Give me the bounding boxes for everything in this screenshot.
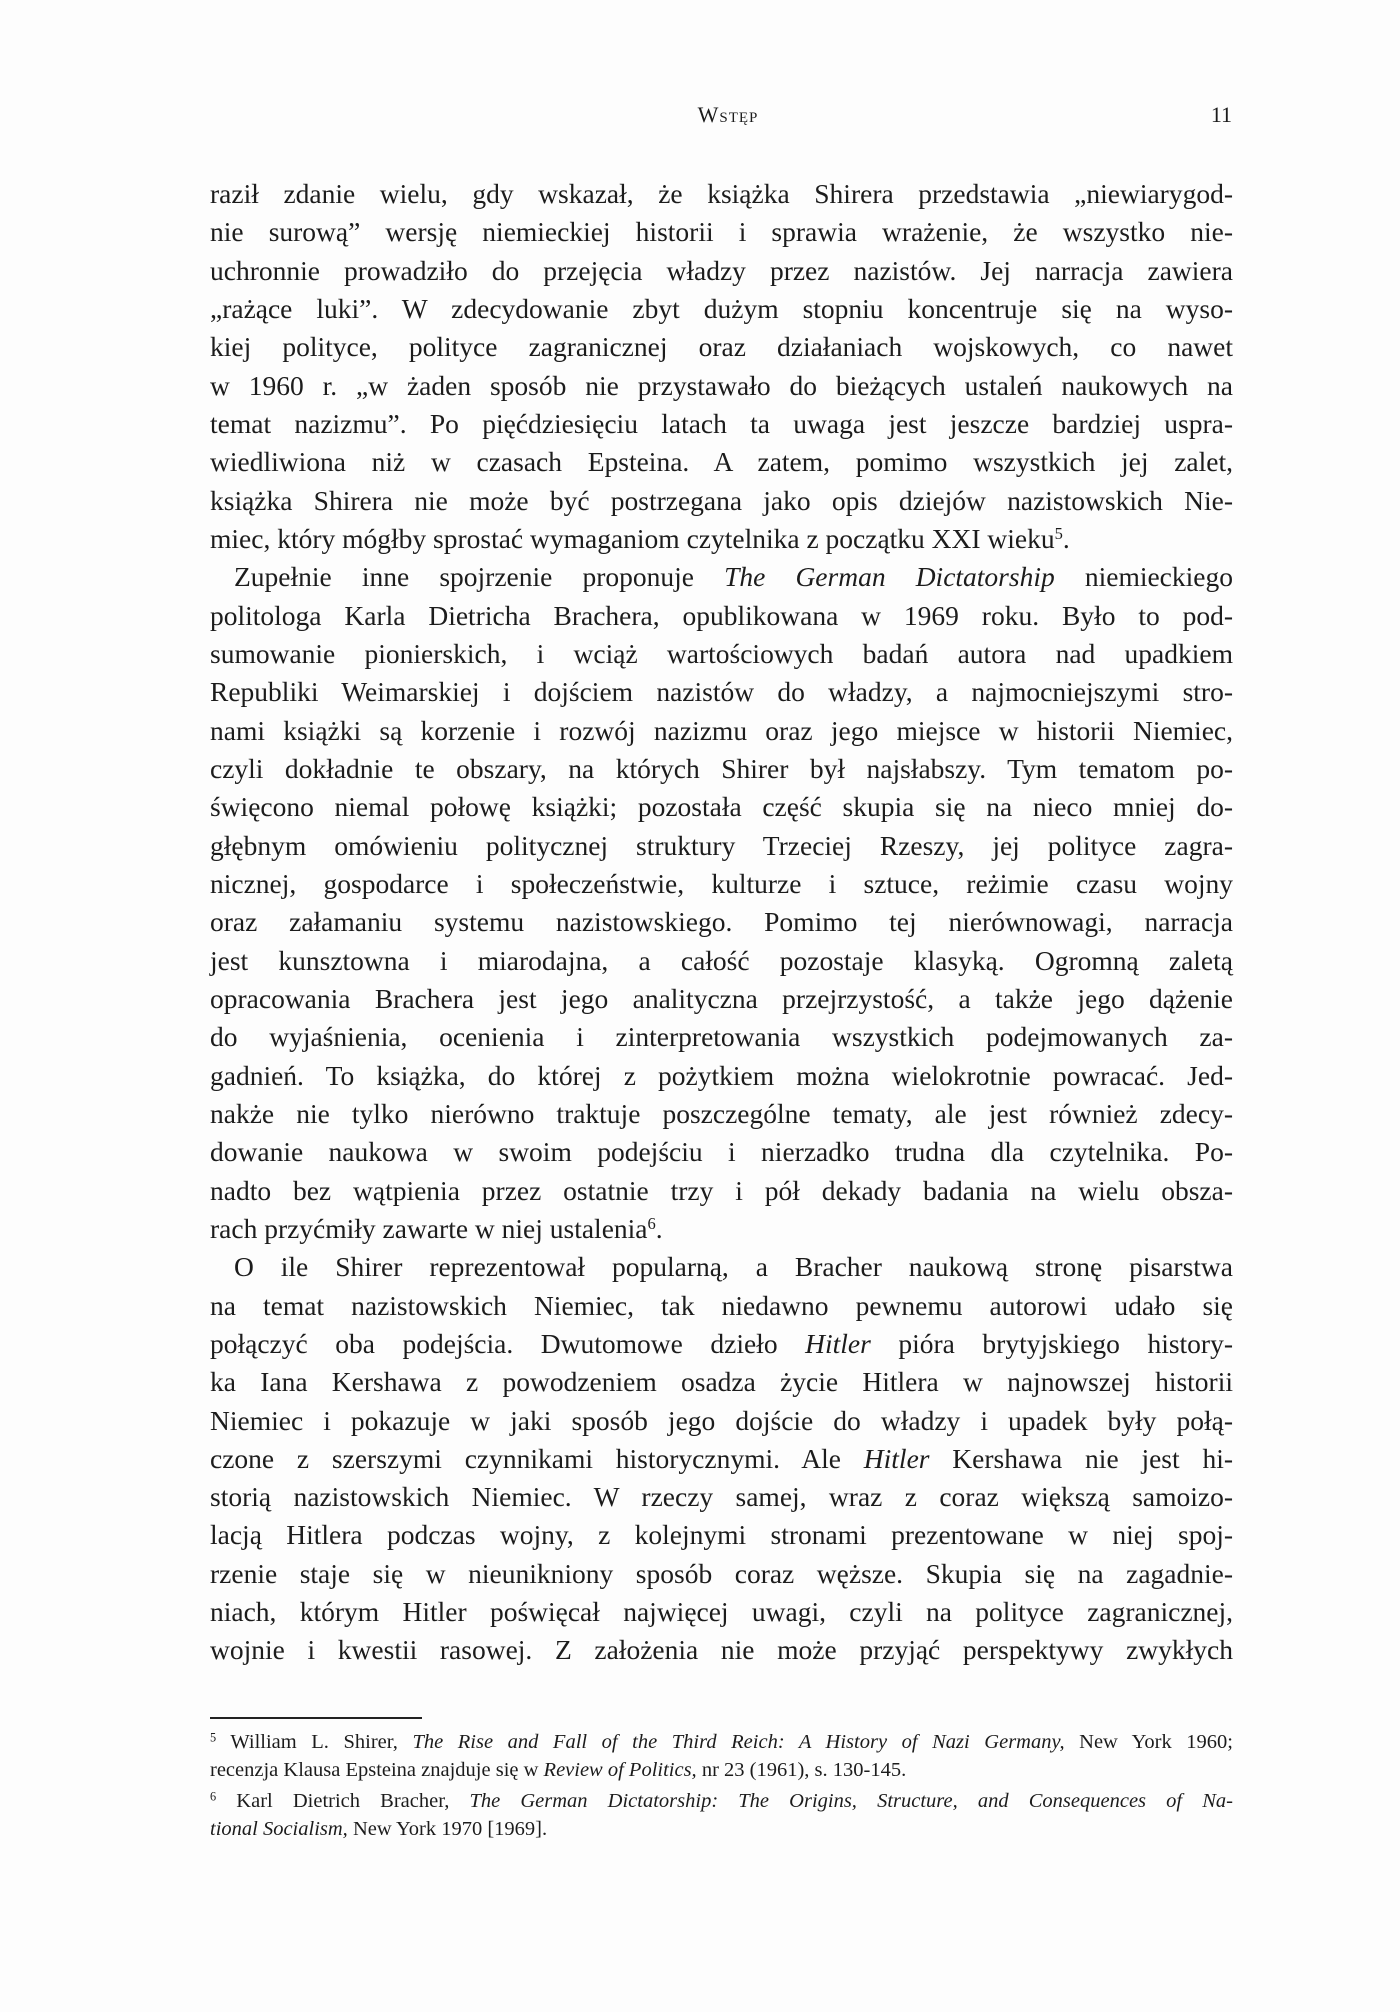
book-title: Hitler [863,1442,930,1474]
text-line: politologa Karla Dietricha Brachera, opublikowana w 1969 roku. Było to pod- [210,599,1233,631]
text-line: wojnie i kwestii rasowej. Z założenia nie może przyjąć perspektywy zwykłych [210,1634,1233,1666]
text-line: raził zdanie wielu, gdy wskazał, że książka Shirera przedstawia „niewiarygod- [210,178,1233,209]
text-line: w 1960 r. „w żaden sposób nie przystawało do bieżących ustaleń naukowych na [210,369,1233,401]
footnote-line: $^6$ Karl Dietrich Bracher, The German Dictatorship: The Origins, Structure, and Consequences of Na- [210,1789,1233,1812]
footnotes [210,1728,1233,1846]
running-header-title: Wstęp [697,102,759,127]
text-line: rach przyćmiły zawarte w niej ustalenia$^6$. [210,1212,663,1244]
footnote-6 [210,1787,1233,1843]
text-line: wiedliwiona niż w czasach Epsteina. A zatem, pomimo wszystkich jej zalet, [210,446,1233,478]
text-line: dowanie naukowa w swoim podejściu i nierzadko trudna dla czytelnika. Po- [210,1136,1233,1168]
text-line: gadnień. To książka, do której z pożytkiem można wielokrotnie powracać. Jed- [210,1059,1233,1091]
cited-title: tional Socialism, [210,1818,348,1840]
text-line: niach, którym Hitler poświęcał najwięcej uwagi, czyli na polityce zagranicznej, [210,1596,1233,1628]
text-line: książka Shirera nie może być postrzegana jako opis dziejów nazistowskich Nie- [210,484,1233,516]
text-line: głębnym omówieniu politycznej struktury Trzeciej Rzeszy, jej polityce zagra- [210,829,1233,861]
footnote-number: 5 [210,1730,217,1745]
text-line: ka Iana Kershawa z powodzeniem osadza życie Hitlera w najnowszej historii [210,1366,1233,1398]
text-line: połączyć oba podejścia. Dwutomowe dzieło Hitler pióra brytyjskiego history- [210,1327,1233,1359]
text-line: Niemiec i pokazuje w jaki sposób jego dojście do władzy i upadek były połą- [210,1404,1233,1436]
text-line: nie surową” wersję niemieckiej historii i sprawia wrażenie, że wszystko nie- [210,216,1233,248]
footnote-ref-6[interactable]: 6 [647,1213,656,1233]
text-line: O ile Shirer reprezentował popularną, a Bracher naukową stronę pisarstwa [234,1251,1233,1283]
text-line: oraz załamaniu systemu nazistowskiego. Pomimo tej nierównowagi, narracja [210,906,1233,938]
cited-title: The Rise and Fall of the Third Reich: A History of Nazi Germany, [412,1731,1065,1753]
text-line: uchronnie prowadziło do przejęcia władzy przez nazistów. Jej narracja zawiera [210,254,1233,286]
text-line: „rażące luki”. W zdecydowanie zbyt dużym stopniu koncentruje się na wyso- [210,292,1233,324]
text-line: nami książki są korzenie i rozwój nazizmu oraz jego miejsce w historii Niemiec, [210,714,1233,746]
text-line: czyli dokładnie te obszary, na których Shirer był najsłabszy. Tym tematom po- [210,752,1233,784]
cited-journal: Review of Politics, [543,1759,697,1781]
text-line: Zupełnie inne spojrzenie proponuje The German Dictatorship niemieckiego [234,561,1233,593]
text-line: nadto bez wątpienia przez ostatnie trzy i pół dekady badania na wielu obsza- [210,1174,1233,1206]
text-line: na temat nazistowskich Niemiec, tak niedawno pewnemu autorowi udało się [210,1289,1233,1321]
text-line: opracowania Brachera jest jego analityczna przejrzystość, a także jego dążenie [210,982,1233,1014]
text-line: czone z szerszymi czynnikami historycznymi. Ale Hitler Kershawa nie jest hi- [210,1442,1233,1474]
text-line: lacją Hitlera podczas wojny, z kolejnymi stronami prezentowane w niej spoj- [210,1519,1233,1551]
text-line: święcono niemal połowę książki; pozostała część skupia się na nieco mniej do- [210,791,1233,823]
footnote-5 [210,1728,1233,1784]
text-line: kiej polityce, polityce zagranicznej oraz działaniach wojskowych, co nawet [210,331,1233,363]
page-number: 11 [1210,102,1232,127]
footnote-separator [210,1717,422,1719]
footnote-line: $^5$ William L. Shirer, The Rise and Fall of the Third Reich: A History of Nazi Germany, New York 1960; [210,1730,1233,1753]
book-title: Hitler [805,1327,871,1359]
text-line: rzenie staje się w nieunikniony sposób coraz węższe. Skupia się na zagadnie- [210,1557,1233,1589]
text-line: jest kunsztowna i miarodajna, a całość pozostaje klasyką. Ogromną zaletą [210,944,1233,976]
text-line: do wyjaśnienia, ocenienia i zinterpretowania wszystkich podejmowanych za- [210,1021,1233,1053]
footnote-line: recenzja Klausa Epsteina znajduje się w Review of Politics, nr 23 (1961), s. 130-145. [210,1759,907,1781]
text-line: temat nazizmu”. Po pięćdziesięciu latach ta uwaga jest jeszcze bardziej uspra- [210,407,1233,439]
footnote-number: 6 [210,1789,217,1804]
body-text [210,175,1233,1670]
book-title: The German Dictatorship [724,561,1055,593]
text-line: miec, który mógłby sprostać wymaganiom czytelnika z początku XXI wieku$^5$. [210,522,1070,554]
footnote-line: tional Socialism, New York 1970 [1969]. [210,1818,548,1840]
cited-title: The German Dictatorship: The Origins, Structure, and Consequences of Na- [469,1790,1233,1812]
text-line: nakże nie tylko nierówno traktuje poszczególne tematy, ale jest również zdecy- [210,1097,1233,1129]
text-line: sumowanie pionierskich, i wciąż wartościowych badań autora nad upadkiem [210,637,1233,669]
text-line: nicznej, gospodarce i społeczeństwie, kulturze i sztuce, reżimie czasu wojny [210,867,1233,899]
text-line: Republiki Weimarskiej i dojściem nazistów do władzy, a najmocniejszymi stro- [210,676,1233,708]
text-line: storią nazistowskich Niemiec. W rzeczy samej, wraz z coraz większą samoizo- [210,1481,1233,1513]
footnote-ref-5[interactable]: 5 [1054,523,1063,543]
